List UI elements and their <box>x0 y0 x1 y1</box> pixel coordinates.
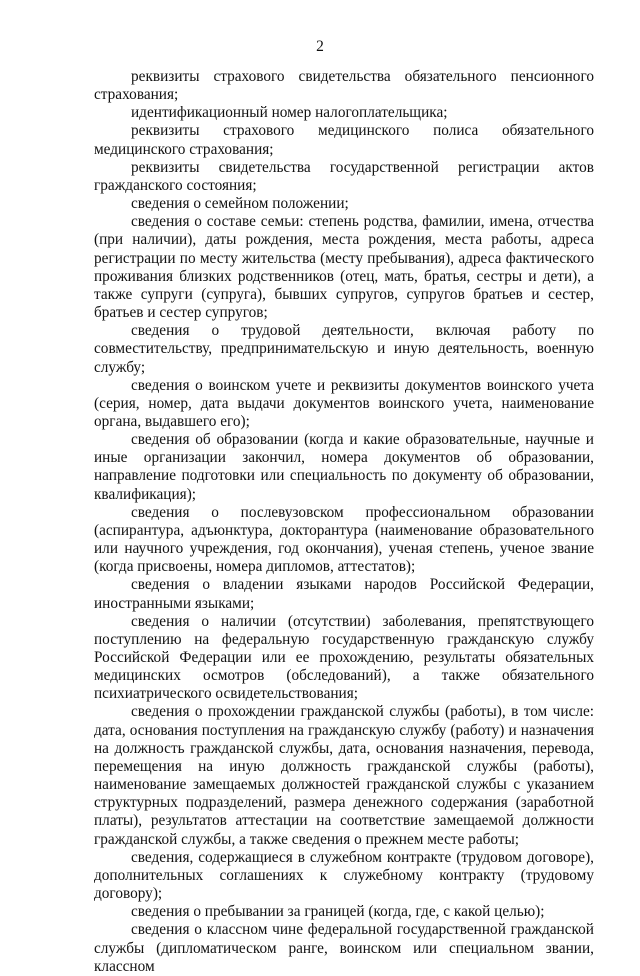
paragraph: сведения о владении языками народов Российской Федерации, иностранными языками; <box>94 576 594 612</box>
paragraph: идентификационный номер налогоплательщика; <box>131 104 448 122</box>
paragraph: сведения о воинском учете и реквизиты документов воинского учета (серия, номер, дата выдачи документов воинского учета, наименование органа, выдавшего его); <box>94 376 594 430</box>
paragraph: сведения о составе семьи: степень родства, фамилии, имена, отчества (при наличии), даты рождения, места рождения, места работы, адреса регистрации по месту жительства (месту пребывания), адреса фактического проживания близких родственников (отец, мать, братья, сестры и дети), а также супруги (супруга), бывших супругов, супругов братьев и сестер, братьев и сестер супругов; <box>94 213 594 322</box>
document-body <box>94 68 594 976</box>
paragraph: сведения о трудовой деятельности, включая работу по совместительству, предпринимательскую и иную деятельность, военную службу; <box>94 322 594 376</box>
paragraph: сведения о классном чине федеральной государственной гражданской службы (дипломатическом ранге, воинском или специальном звании, классном <box>94 921 594 975</box>
paragraph: сведения об образовании (когда и какие образовательные, научные и иные организации закончил, номера документов об образовании, направление подготовки или специальность по документу об образовании, квалификация); <box>94 431 594 503</box>
paragraph: реквизиты свидетельства государственной регистрации актов гражданского состояния; <box>94 158 594 194</box>
paragraph: сведения о наличии (отсутствии) заболевания, препятствующего поступлению на федеральную государственную гражданскую службу Российской Федерации или ее прохождению, результаты обязательных медицинских осмотров (обследований), а также обязательного психиатрического освидетельствования; <box>94 612 594 703</box>
page-number: 2 <box>316 38 324 55</box>
paragraph: сведения о прохождении гражданской службы (работы), в том числе: дата, основания поступления на гражданскую службу (работу) и назначения на должность гражданской службы, дата, основания назначения, перевода, перемещения на иную должность гражданской службы (работы), наименование замещаемых должностей гражданской службы с указанием структурных подразделений, размера денежного содержания (заработной платы), результатов аттестации на соответствие замещаемой должности гражданской службы, а также сведения о прежнем месте работы; <box>94 703 594 848</box>
paragraph: сведения, содержащиеся в служебном контракте (трудовом договоре), дополнительных соглашениях к служебному контракту (трудовому договору); <box>94 848 594 903</box>
paragraph: сведения о пребывании за границей (когда, где, с какой целью); <box>131 903 545 921</box>
paragraph: реквизиты страхового свидетельства обязательного пенсионного страхования; <box>94 68 594 104</box>
paragraph: реквизиты страхового медицинского полиса обязательного медицинского страхования; <box>94 122 594 158</box>
paragraph: сведения о семейном положении; <box>131 195 349 213</box>
paragraph: сведения о послевузовском профессиональном образовании (аспирантура, адъюнктура, докторантура (наименование образовательного или научного учреждения, год окончания), ученая степень, ученое звание (когда присвоены, номера дипломов, аттестатов); <box>94 503 594 576</box>
